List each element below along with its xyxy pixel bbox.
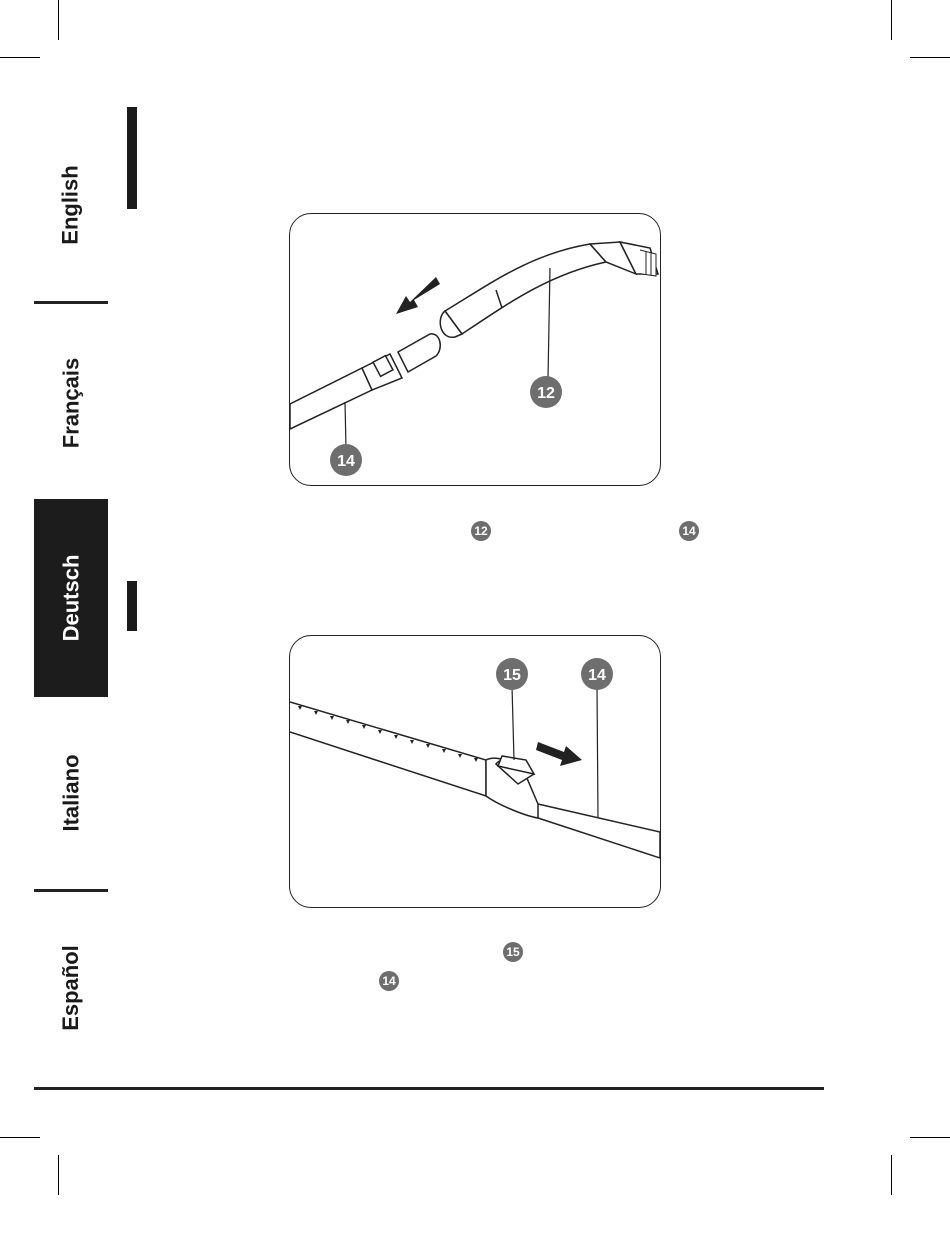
crop-mark bbox=[910, 57, 950, 58]
callout-15 bbox=[496, 658, 528, 690]
lang-label: Deutsch bbox=[58, 554, 84, 642]
crop-mark bbox=[0, 1137, 40, 1138]
callout-12 bbox=[530, 376, 562, 408]
crop-mark bbox=[58, 0, 59, 40]
section-marker bbox=[127, 107, 137, 209]
arrow-icon bbox=[396, 277, 440, 314]
hose-tube-illustration bbox=[290, 214, 660, 485]
lang-label: Italiano bbox=[58, 754, 84, 832]
lang-tab-english[interactable] bbox=[34, 110, 108, 300]
crop-mark bbox=[0, 57, 40, 58]
telescopic-tube-illustration bbox=[290, 636, 660, 907]
svg-text:14: 14 bbox=[337, 453, 355, 470]
lang-tab-espanol[interactable] bbox=[34, 893, 108, 1083]
section-marker bbox=[127, 581, 137, 631]
callout-14 bbox=[581, 658, 613, 690]
crop-mark bbox=[58, 1155, 59, 1195]
lang-tab-francais[interactable] bbox=[34, 305, 108, 500]
svg-text:15: 15 bbox=[503, 667, 521, 684]
lang-label: Français bbox=[58, 357, 83, 448]
figure-tube-adjust bbox=[289, 635, 661, 908]
crop-mark bbox=[910, 1137, 950, 1138]
figure-hose-detach bbox=[289, 213, 661, 486]
caption-badge-12: 12 bbox=[471, 521, 491, 541]
caption-badge-14: 14 bbox=[679, 521, 699, 541]
crop-mark bbox=[891, 0, 892, 40]
svg-text:14: 14 bbox=[588, 667, 606, 684]
tube-illustration bbox=[290, 702, 660, 858]
lang-label: English bbox=[58, 165, 84, 245]
callout-14 bbox=[330, 444, 362, 476]
caption-badge-15: 15 bbox=[503, 942, 523, 962]
arrow-icon bbox=[536, 742, 582, 766]
tab-separator bbox=[34, 301, 108, 304]
lang-tab-deutsch[interactable] bbox=[34, 499, 108, 697]
lang-label: Español bbox=[58, 945, 84, 1031]
crop-mark bbox=[891, 1155, 892, 1195]
caption-badge-14: 14 bbox=[379, 971, 399, 991]
lang-tab-italiano[interactable] bbox=[34, 697, 108, 889]
tab-separator bbox=[34, 889, 108, 892]
svg-text:12: 12 bbox=[537, 385, 555, 402]
tube-illustration bbox=[290, 334, 440, 429]
footer-rule bbox=[34, 1087, 824, 1090]
